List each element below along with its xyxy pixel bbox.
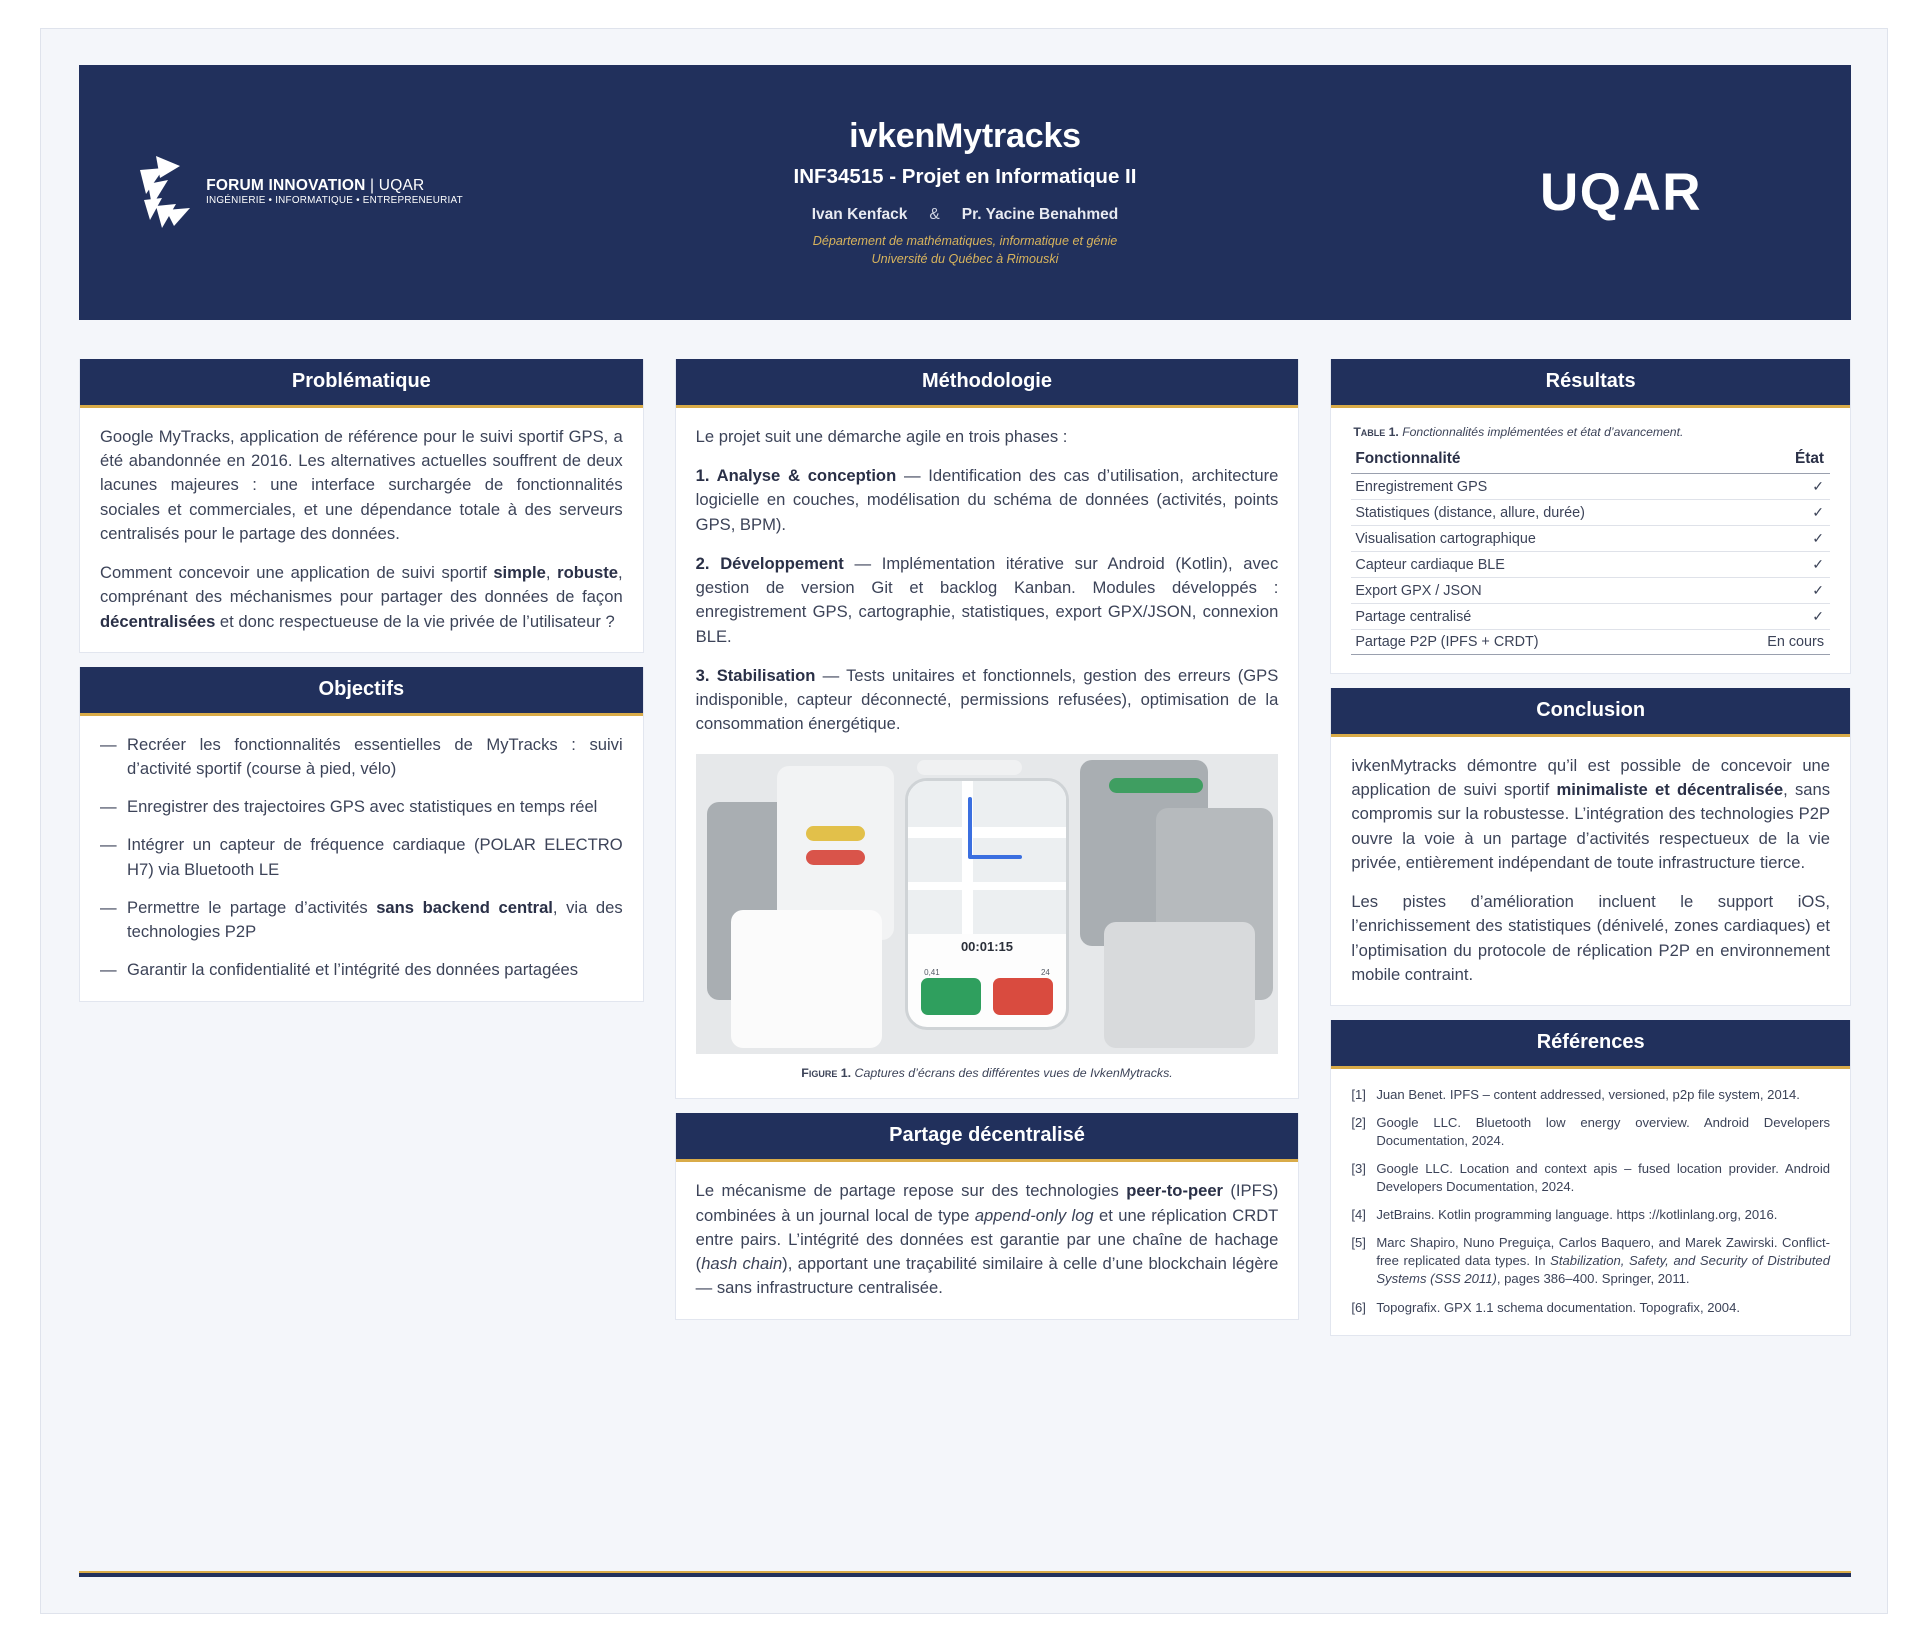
table-row: [1351, 578, 1830, 604]
list-item: [100, 896, 623, 944]
cell-feature: Partage P2P (IPFS + CRDT): [1351, 630, 1738, 655]
partage-c: (IPFS) combinées à un journal local de type: [695, 1181, 1279, 1225]
map-gps-track: [968, 797, 972, 858]
column-right: [1330, 359, 1851, 1336]
results-table-body: [1351, 474, 1830, 655]
author-separator: &: [929, 205, 940, 223]
objectif-4-emph: sans backend central: [376, 897, 553, 917]
partage-emph-p2p: peer-to-peer: [1126, 1181, 1224, 1201]
section-references-body: [1331, 1069, 1850, 1335]
screenshot-pill-top: [917, 760, 1022, 775]
objectif-4-pre: Permettre le partage d’activités: [127, 897, 377, 917]
partage-e: ), apportant une traçabilité similaire à celle d’une blockchain légère — sans infrastructure centralisée.: [695, 1254, 1279, 1298]
cell-feature: Capteur cardiaque BLE: [1351, 552, 1738, 578]
forum-innovation-uqar: UQAR: [378, 176, 425, 194]
methodologie-phase-2: [696, 552, 1279, 649]
reference-text: Topografix. GPX 1.1 schema documentation. Topografix, 2004.: [1376, 1299, 1741, 1315]
problematique-emph-simple: simple: [493, 563, 546, 583]
cell-state: ✓: [1738, 474, 1830, 500]
section-resultats-heading: Résultats: [1331, 359, 1850, 408]
forum-innovation-wordmark: [206, 178, 474, 207]
figure-1: [696, 754, 1279, 1080]
uqar-logo: UQAR: [1539, 163, 1703, 222]
reference-5-pre: Marc Shapiro, Nuno Preguiça, Carlos Baquero, and Marek Zawirski. Conflict-free replicated data types. In: [1376, 1235, 1831, 1269]
section-methodologie-heading: Méthodologie: [676, 359, 1299, 408]
table-1-caption: [1351, 425, 1830, 439]
cell-feature: Export GPX / JSON: [1351, 578, 1738, 604]
conclusion-p1-a: ivkenMytracks démontre qu’il est possible de concevoir une application de suivi sportif: [1351, 756, 1831, 800]
list-item: — Intégrer un capteur de fréquence cardiaque (POLAR ELECTRO H7) via Bluetooth LE: [100, 833, 623, 881]
phase-2-label: 2. Développement: [695, 553, 844, 573]
list-item: — Enregistrer des trajectoires GPS avec statistiques en temps réel: [100, 795, 623, 819]
methodologie-intro: Le projet suit une démarche agile en trois phases :: [695, 427, 1068, 446]
phone-start-button: [921, 978, 981, 1015]
cell-state: ✓: [1738, 604, 1830, 630]
affiliation-department: Département de mathématiques, informatique et génie: [812, 233, 1118, 248]
section-resultats-body: [1331, 408, 1850, 673]
poster-canvas: [40, 28, 1888, 1614]
affiliation: [499, 233, 1431, 269]
screenshot-pill-red: [806, 850, 864, 865]
reference-number: [4]: [1351, 1207, 1366, 1223]
forum-innovation-tagline: INGÉNIERIE • INFORMATIQUE • ENTREPRENEURIAT: [206, 195, 464, 207]
section-partage: [675, 1113, 1300, 1319]
list-item: [1351, 1114, 1830, 1150]
problematique-p2-c: ,: [545, 563, 558, 583]
reference-text: [1376, 1234, 1830, 1288]
reference-5-post: , pages 386–400. Springer, 2011.: [1496, 1271, 1690, 1287]
section-references: [1330, 1020, 1851, 1336]
problematique-emph-decentralisees: décentralisées: [100, 611, 216, 631]
partage-d: et une réplication CRDT entre pairs. L’intégrité des données est garantie par une chaîne de hachage (: [695, 1205, 1279, 1274]
screenshot-phone-main: [905, 778, 1068, 1030]
table-header-row: [1351, 448, 1830, 474]
phase-3-label: 3. Stabilisation: [695, 665, 816, 685]
section-conclusion: [1330, 688, 1851, 1006]
phone-map-view: [908, 781, 1065, 934]
cell-feature: Partage centralisé: [1351, 604, 1738, 630]
list-item: [1351, 1206, 1830, 1224]
column-header-feature: Fonctionnalité: [1351, 448, 1738, 474]
phone-stop-button: [993, 978, 1053, 1015]
conclusion-p1-c: , sans compromis sur la robustesse. L’intégration des technologies P2P ouvre la voie à un partage d’activités respectueux de la vie privée, entièrement indépendant de toute infrastructure tierce.: [1351, 780, 1831, 872]
references-list: [1351, 1086, 1830, 1317]
reference-text: Google LLC. Location and context apis – fused location provider. Android Developers Documentation, 2024.: [1376, 1161, 1831, 1195]
cell-state: En cours: [1738, 630, 1830, 655]
partage-paragraph: [696, 1179, 1279, 1300]
column-header-state: État: [1738, 448, 1830, 474]
title-block: [499, 117, 1431, 269]
partage-italic-hash: hash chain: [701, 1254, 783, 1274]
poster-columns: [79, 359, 1851, 1336]
cell-feature: Statistiques (distance, allure, durée): [1351, 500, 1738, 526]
reference-number: [1]: [1351, 1086, 1366, 1102]
app-screenshots-image: [696, 754, 1279, 1054]
cell-feature: Enregistrement GPS: [1351, 474, 1738, 500]
screenshot-pill-yellow: [806, 826, 864, 841]
section-resultats: [1330, 359, 1851, 674]
list-item: [1351, 1160, 1830, 1196]
section-problematique-body: [80, 408, 643, 652]
figure-1-caption: [696, 1066, 1279, 1080]
problematique-p2-e: et donc respectueuse de la vie privée de l’utilisateur ?: [215, 611, 615, 631]
table-row: [1351, 604, 1830, 630]
author-primary: Ivan Kenfack: [811, 205, 908, 223]
section-methodologie: [675, 359, 1300, 1099]
reference-text: JetBrains. Kotlin programming language. https ://kotlinlang.org, 2016.: [1376, 1207, 1778, 1223]
phase-1-text: — Identification des cas d’utilisation, architecture logicielle en couches, modélisation du schéma de données (activités, points GPS, BPM).: [695, 466, 1279, 534]
poster-subtitle: INF34515 - Projet en Informatique II: [793, 164, 1137, 188]
conclusion-emph: minimaliste et décentralisée: [1556, 780, 1784, 800]
uqar-logo-block: [1431, 163, 1851, 222]
author-list: [499, 206, 1431, 224]
section-problematique-heading: Problématique: [80, 359, 643, 408]
figure-1-label: Figure 1.: [801, 1066, 852, 1081]
table-row: [1351, 552, 1830, 578]
reference-text: Google LLC. Bluetooth low energy overview. Android Developers Documentation, 2024.: [1376, 1115, 1831, 1149]
problematique-paragraph-1: Google MyTracks, application de référence pour le suivi sportif GPS, a été abandonnée en 2016. Les alternatives actuelles souffrent de deux lacunes majeures : une interface surchargée de fonctionnalités sociales et commerciales, et une dépendance totale à des serveurs centralisés pour le partage des données.: [100, 427, 623, 543]
phase-3-text: — Tests unitaires et fonctionnels, gestion des erreurs (GPS indisponible, capteur déconnecté, permissions refusées), optimisation de la consommation énergétique.: [695, 665, 1279, 734]
table-1-caption-text: Fonctionnalités implémentées et état d’avancement.: [1398, 425, 1684, 439]
section-conclusion-body: [1331, 737, 1850, 1005]
section-problematique: [79, 359, 644, 653]
phase-2-text: — Implémentation itérative sur Android (Kotlin), avec gestion de version Git et backlog Kanban. Modules développés : enregistrement GPS, cartographie, statistiques, export GPX/JSON, connexion BLE.: [695, 553, 1279, 646]
section-partage-heading: Partage décentralisé: [676, 1113, 1299, 1162]
problematique-p2-d: , comprénant des méchanismes pour partager des données de façon: [100, 563, 623, 607]
list-item: [1351, 1086, 1830, 1104]
table-row: [1351, 630, 1830, 655]
cell-state: ✓: [1738, 578, 1830, 604]
map-gps-track-2: [968, 855, 1021, 859]
reference-text: Juan Benet. IPFS – content addressed, versioned, p2p file system, 2014.: [1376, 1086, 1800, 1102]
cell-state: ✓: [1738, 526, 1830, 552]
problematique-emph-robuste: robuste: [557, 563, 619, 583]
screenshot-card-right-map: [1104, 922, 1255, 1048]
list-item: [1351, 1299, 1830, 1317]
table-1-label: Table 1.: [1353, 425, 1399, 439]
reference-number: [2]: [1351, 1115, 1366, 1131]
forum-innovation-separator: |: [365, 176, 379, 194]
conclusion-paragraph-2: Les pistes d’amélioration incluent le support iOS, l’enrichissement des statistiques (dénivelé, zones cardiaques) et l’optimisation du protocole de réplication P2P en environnement mobile contraint.: [1351, 892, 1831, 984]
conclusion-paragraph-1: [1351, 754, 1830, 875]
partage-italic-log: append-only log: [974, 1205, 1094, 1225]
problematique-p2-a: Comment concevoir une application de suivi sportif: [100, 563, 494, 583]
list-item: — Garantir la confidentialité et l’intégrité des données partagées: [100, 958, 623, 982]
reference-5-venue: Stabilization, Safety, and Security of Distributed Systems (SSS 2011): [1376, 1253, 1830, 1287]
phone-stats-row: [924, 968, 1050, 977]
results-table-header: [1351, 448, 1830, 474]
cell-state: ✓: [1738, 500, 1830, 526]
forum-innovation-logo-block: [79, 154, 499, 232]
column-middle: [675, 359, 1300, 1336]
phase-1-label: 1. Analyse & conception: [695, 466, 897, 486]
forum-innovation-name: FORUM INNOVATION: [206, 176, 366, 194]
affiliation-university: Université du Québec à Rimouski: [871, 251, 1059, 266]
cell-feature: Visualisation cartographique: [1351, 526, 1738, 552]
footer-rule: [79, 1571, 1851, 1577]
section-objectifs-body: [80, 716, 643, 1001]
results-table: [1351, 448, 1830, 655]
objectifs-list: [100, 733, 623, 983]
screenshot-card-history: [731, 910, 882, 1048]
screenshot-pill-green: [1109, 778, 1202, 793]
section-objectifs-heading: Objectifs: [80, 667, 643, 716]
forum-innovation-line1: [206, 178, 474, 194]
poster-title: ivkenMytracks: [849, 116, 1081, 155]
methodologie-phase-3: [696, 664, 1279, 737]
section-objectifs: [79, 667, 644, 1002]
reference-number: [3]: [1351, 1161, 1366, 1177]
table-row: [1351, 500, 1830, 526]
figure-1-caption-text: Captures d’écrans des différentes vues de IvkenMytracks.: [851, 1066, 1173, 1081]
partage-a: Le mécanisme de partage repose sur des technologies: [695, 1181, 1127, 1201]
reference-number: [5]: [1351, 1235, 1366, 1251]
forum-innovation-logo: [134, 154, 474, 232]
phone-stat-bpm: 24: [1040, 968, 1050, 978]
section-methodologie-body: [676, 408, 1299, 1098]
map-road-horizontal-2: [908, 882, 1065, 890]
section-conclusion-heading: Conclusion: [1331, 688, 1850, 737]
table-row: [1351, 526, 1830, 552]
map-road-horizontal: [908, 827, 1065, 838]
methodologie-phase-1: [696, 464, 1279, 537]
reference-number: [6]: [1351, 1299, 1366, 1315]
forum-innovation-mark-icon: [134, 154, 196, 232]
author-supervisor: Pr. Yacine Benahmed: [961, 205, 1119, 223]
poster-header-banner: [79, 65, 1851, 320]
phone-stat-distance: 0,41: [924, 968, 940, 978]
section-references-heading: Références: [1331, 1020, 1850, 1069]
phone-timer-value: 00:01:15: [960, 938, 1013, 954]
cell-state: ✓: [1738, 552, 1830, 578]
list-item: — Recréer les fonctionnalités essentielles de MyTracks : suivi d’activité sportif (course à pied, vélo): [100, 733, 623, 781]
column-left: [79, 359, 644, 1336]
section-partage-body: [676, 1162, 1299, 1318]
table-row: [1351, 474, 1830, 500]
objectif-4-post: , via des technologies P2P: [127, 897, 623, 942]
list-item: [1351, 1234, 1830, 1288]
problematique-paragraph-2: [100, 561, 623, 634]
